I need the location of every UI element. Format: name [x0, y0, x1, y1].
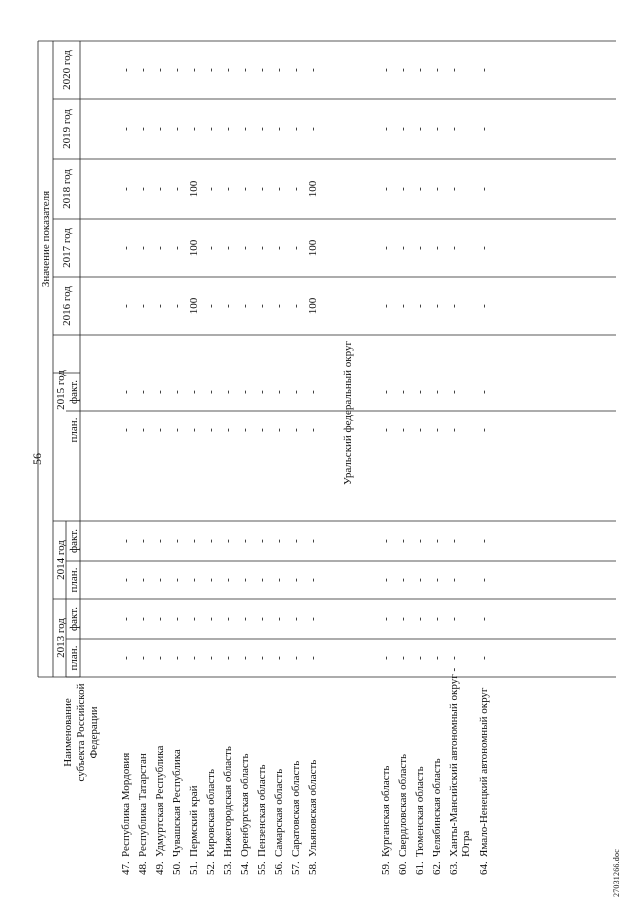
- value-cell: -: [431, 428, 443, 432]
- value-cell: -: [448, 127, 460, 131]
- region-name: Свердловская область: [397, 753, 409, 857]
- value-cell: -: [171, 304, 183, 308]
- value-cell: -: [431, 578, 443, 582]
- value-cell: -: [380, 187, 392, 191]
- value-cell: -: [239, 68, 251, 72]
- value-cell: -: [448, 246, 460, 250]
- value-cell: -: [120, 428, 132, 432]
- value-cell: -: [380, 246, 392, 250]
- value-cell: -: [397, 127, 409, 131]
- value-cell: -: [273, 304, 285, 308]
- value-cell: -: [478, 578, 490, 582]
- value-cell: -: [414, 68, 426, 72]
- value-cell: -: [290, 304, 302, 308]
- header-year-2017: 2017 год: [61, 228, 73, 268]
- value-cell: -: [397, 187, 409, 191]
- value-cell: -: [171, 246, 183, 250]
- value-cell: -: [120, 304, 132, 308]
- document-code: 27031266.doc: [612, 849, 621, 897]
- header-2014-plan: план.: [68, 567, 80, 593]
- value-cell: -: [188, 617, 200, 621]
- value-cell: -: [222, 578, 234, 582]
- value-cell: -: [239, 246, 251, 250]
- value-cell: -: [171, 68, 183, 72]
- region-name: Тюменская область: [414, 766, 426, 857]
- value-cell: -: [205, 68, 217, 72]
- value-cell: -: [205, 656, 217, 660]
- value-cell: -: [478, 127, 490, 131]
- value-cell: -: [137, 617, 149, 621]
- row-number: 49.: [154, 861, 166, 875]
- header-year-2014: 2014 год: [55, 540, 67, 580]
- value-cell: -: [137, 539, 149, 543]
- value-cell: -: [137, 246, 149, 250]
- value-cell: -: [154, 127, 166, 131]
- value-cell: -: [256, 390, 268, 394]
- row-number: 53.: [222, 861, 234, 875]
- header-2013-fact: факт.: [68, 607, 80, 631]
- value-cell: -: [120, 390, 132, 394]
- value-cell: -: [188, 539, 200, 543]
- value-cell: -: [307, 539, 319, 543]
- value-cell: -: [380, 390, 392, 394]
- value-cell: -: [222, 127, 234, 131]
- row-number: 47.: [120, 861, 132, 875]
- value-cell: -: [273, 617, 285, 621]
- value-cell: 100: [307, 239, 319, 257]
- value-cell: -: [290, 656, 302, 660]
- header-year-2013: 2013 год: [55, 618, 67, 658]
- value-cell: -: [154, 246, 166, 250]
- value-cell: -: [256, 428, 268, 432]
- value-cell: -: [239, 428, 251, 432]
- row-number: 57.: [290, 861, 302, 875]
- value-cell: -: [205, 578, 217, 582]
- value-cell: -: [431, 68, 443, 72]
- value-cell: -: [397, 428, 409, 432]
- value-cell: -: [448, 187, 460, 191]
- value-cell: -: [222, 617, 234, 621]
- value-cell: -: [414, 617, 426, 621]
- value-cell: -: [171, 187, 183, 191]
- header-2015-plan: план.: [68, 417, 80, 443]
- header-year-2020: 2020 год: [61, 50, 73, 90]
- value-cell: -: [171, 390, 183, 394]
- value-cell: -: [188, 428, 200, 432]
- value-cell: -: [478, 68, 490, 72]
- value-cell: -: [205, 127, 217, 131]
- value-cell: -: [222, 656, 234, 660]
- value-cell: -: [397, 390, 409, 394]
- value-cell: 100: [188, 297, 200, 315]
- value-cell: -: [397, 617, 409, 621]
- value-cell: 100: [307, 180, 319, 198]
- value-cell: -: [256, 246, 268, 250]
- value-cell: -: [307, 617, 319, 621]
- value-cell: -: [137, 304, 149, 308]
- header-year-2016: 2016 год: [61, 286, 73, 326]
- header-year-2015: 2015 год: [55, 370, 67, 410]
- value-cell: -: [414, 127, 426, 131]
- region-name: Пермский край: [188, 785, 200, 857]
- value-cell: -: [205, 390, 217, 394]
- value-cell: -: [397, 578, 409, 582]
- value-cell: -: [205, 539, 217, 543]
- value-cell: -: [448, 578, 460, 582]
- value-cell: -: [171, 656, 183, 660]
- value-cell: -: [380, 539, 392, 543]
- row-number: 54.: [239, 861, 251, 875]
- value-cell: -: [414, 578, 426, 582]
- value-cell: -: [273, 187, 285, 191]
- header-2014-fact: факт.: [68, 529, 80, 553]
- value-cell: -: [290, 187, 302, 191]
- section-title-ural: Уральский федеральный округ: [342, 340, 354, 485]
- value-cell: -: [273, 68, 285, 72]
- row-number: 64.: [478, 861, 490, 875]
- value-cell: -: [137, 428, 149, 432]
- value-cell: -: [205, 617, 217, 621]
- value-cell: 100: [188, 180, 200, 198]
- value-cell: -: [397, 539, 409, 543]
- value-cell: -: [120, 578, 132, 582]
- value-cell: -: [307, 656, 319, 660]
- row-number: 55.: [256, 861, 268, 875]
- value-cell: -: [414, 428, 426, 432]
- value-cell: -: [154, 428, 166, 432]
- value-cell: -: [478, 617, 490, 621]
- value-cell: -: [380, 617, 392, 621]
- value-cell: -: [222, 428, 234, 432]
- value-cell: -: [154, 187, 166, 191]
- value-cell: -: [171, 127, 183, 131]
- value-cell: -: [397, 656, 409, 660]
- value-cell: -: [448, 304, 460, 308]
- value-cell: -: [431, 246, 443, 250]
- value-cell: -: [171, 539, 183, 543]
- region-name: Саратовская область: [290, 760, 302, 857]
- value-cell: -: [431, 617, 443, 621]
- value-cell: -: [188, 578, 200, 582]
- value-cell: -: [239, 578, 251, 582]
- value-cell: -: [222, 539, 234, 543]
- row-number: 51.: [188, 861, 200, 875]
- value-cell: -: [448, 656, 460, 660]
- value-cell: -: [222, 68, 234, 72]
- value-cell: -: [273, 656, 285, 660]
- value-cell: -: [256, 617, 268, 621]
- value-cell: -: [431, 390, 443, 394]
- value-cell: -: [478, 187, 490, 191]
- value-cell: -: [256, 656, 268, 660]
- value-cell: -: [448, 617, 460, 621]
- value-cell: -: [256, 578, 268, 582]
- value-cell: -: [120, 127, 132, 131]
- value-cell: -: [137, 390, 149, 394]
- value-cell: -: [137, 578, 149, 582]
- value-cell: -: [256, 187, 268, 191]
- value-cell: -: [154, 578, 166, 582]
- value-cell: -: [154, 617, 166, 621]
- indicator-value-header: Значение показателя: [40, 190, 52, 288]
- value-cell: -: [414, 390, 426, 394]
- value-cell: -: [307, 428, 319, 432]
- value-cell: -: [154, 390, 166, 394]
- value-cell: -: [239, 390, 251, 394]
- region-name: Ямало-Ненецкий автономный округ: [478, 687, 490, 857]
- region-name: Челябинская область: [431, 758, 443, 857]
- value-cell: -: [239, 187, 251, 191]
- value-cell: -: [414, 187, 426, 191]
- value-cell: -: [380, 127, 392, 131]
- value-cell: -: [290, 246, 302, 250]
- value-cell: -: [478, 428, 490, 432]
- row-number: 61.: [414, 861, 426, 875]
- value-cell: -: [239, 617, 251, 621]
- row-number: 56.: [273, 861, 285, 875]
- value-cell: -: [188, 68, 200, 72]
- value-cell: -: [205, 187, 217, 191]
- value-cell: -: [154, 539, 166, 543]
- value-cell: -: [137, 187, 149, 191]
- value-cell: -: [380, 428, 392, 432]
- value-cell: -: [431, 127, 443, 131]
- value-cell: -: [397, 246, 409, 250]
- value-cell: -: [256, 68, 268, 72]
- value-cell: -: [222, 390, 234, 394]
- value-cell: -: [188, 656, 200, 660]
- value-cell: -: [273, 428, 285, 432]
- value-cell: -: [239, 304, 251, 308]
- region-name: Оренбургская область: [239, 753, 251, 857]
- region-name: Нижегородская область: [222, 746, 234, 857]
- row-number: 62.: [431, 861, 443, 875]
- value-cell: -: [222, 187, 234, 191]
- region-name: Самарская область: [273, 768, 285, 857]
- region-name: Чувашская Республика: [171, 749, 183, 857]
- region-name: Пензенская область: [256, 764, 268, 857]
- value-cell: -: [431, 656, 443, 660]
- region-name: Республика Мордовия: [120, 752, 132, 857]
- value-cell: -: [137, 656, 149, 660]
- value-cell: -: [414, 539, 426, 543]
- row-number: 50.: [171, 861, 183, 875]
- value-cell: -: [380, 68, 392, 72]
- row-number: 59.: [380, 861, 392, 875]
- value-cell: -: [205, 428, 217, 432]
- value-cell: -: [448, 68, 460, 72]
- value-cell: -: [273, 390, 285, 394]
- region-column-header: Наименование субъекта Российской Федерации: [62, 683, 100, 782]
- value-cell: -: [307, 578, 319, 582]
- header-2013-plan: план.: [68, 645, 80, 671]
- value-cell: -: [431, 187, 443, 191]
- header-year-2018: 2018 год: [61, 169, 73, 209]
- value-cell: -: [120, 246, 132, 250]
- region-name: Ульяновская область: [307, 759, 319, 857]
- value-cell: -: [273, 246, 285, 250]
- value-cell: -: [154, 304, 166, 308]
- value-cell: -: [120, 617, 132, 621]
- value-cell: -: [171, 428, 183, 432]
- value-cell: -: [137, 127, 149, 131]
- value-cell: -: [239, 539, 251, 543]
- value-cell: -: [120, 539, 132, 543]
- value-cell: -: [154, 68, 166, 72]
- value-cell: -: [256, 304, 268, 308]
- value-cell: -: [273, 539, 285, 543]
- value-cell: -: [205, 304, 217, 308]
- value-cell: -: [290, 539, 302, 543]
- value-cell: -: [290, 68, 302, 72]
- row-number: 48.: [137, 861, 149, 875]
- region-name: Удмуртская Республика: [154, 745, 166, 857]
- value-cell: -: [380, 304, 392, 308]
- value-cell: -: [222, 304, 234, 308]
- value-cell: -: [290, 578, 302, 582]
- value-cell: -: [120, 187, 132, 191]
- value-cell: -: [171, 578, 183, 582]
- value-cell: -: [397, 304, 409, 308]
- value-cell: -: [205, 246, 217, 250]
- row-number: 60.: [397, 861, 409, 875]
- region-name: Курганская область: [380, 765, 392, 857]
- value-cell: -: [448, 428, 460, 432]
- value-cell: -: [256, 127, 268, 131]
- value-cell: -: [171, 617, 183, 621]
- value-cell: 100: [307, 297, 319, 315]
- value-cell: -: [380, 656, 392, 660]
- value-cell: -: [478, 656, 490, 660]
- value-cell: -: [478, 246, 490, 250]
- value-cell: -: [307, 68, 319, 72]
- value-cell: -: [380, 578, 392, 582]
- value-cell: -: [307, 390, 319, 394]
- value-cell: -: [120, 656, 132, 660]
- value-cell: -: [478, 539, 490, 543]
- value-cell: -: [256, 539, 268, 543]
- value-cell: -: [290, 127, 302, 131]
- value-cell: -: [188, 390, 200, 394]
- value-cell: -: [239, 656, 251, 660]
- value-cell: -: [239, 127, 251, 131]
- value-cell: -: [290, 390, 302, 394]
- value-cell: -: [414, 246, 426, 250]
- value-cell: -: [307, 127, 319, 131]
- header-2015-fact: факт.: [68, 380, 80, 404]
- value-cell: -: [431, 304, 443, 308]
- row-number: 63.: [448, 861, 460, 875]
- header-year-2019: 2019 год: [61, 109, 73, 149]
- page-number: 56: [30, 453, 44, 465]
- value-cell: -: [290, 617, 302, 621]
- value-cell: -: [273, 578, 285, 582]
- row-number: 58.: [307, 861, 319, 875]
- value-cell: -: [222, 246, 234, 250]
- region-name: Ханты-Мансийский автономный округ - Югра: [448, 667, 472, 857]
- value-cell: -: [478, 304, 490, 308]
- value-cell: -: [154, 656, 166, 660]
- value-cell: -: [448, 539, 460, 543]
- value-cell: -: [397, 68, 409, 72]
- row-number: 52.: [205, 861, 217, 875]
- region-name: Кировская область: [205, 768, 217, 857]
- value-cell: -: [188, 127, 200, 131]
- value-cell: -: [137, 68, 149, 72]
- value-cell: -: [414, 656, 426, 660]
- value-cell: -: [431, 539, 443, 543]
- value-cell: -: [478, 390, 490, 394]
- value-cell: -: [120, 68, 132, 72]
- value-cell: 100: [188, 239, 200, 257]
- value-cell: -: [448, 390, 460, 394]
- region-name: Республика Татарстан: [137, 753, 149, 857]
- value-cell: -: [290, 428, 302, 432]
- value-cell: -: [414, 304, 426, 308]
- value-cell: -: [273, 127, 285, 131]
